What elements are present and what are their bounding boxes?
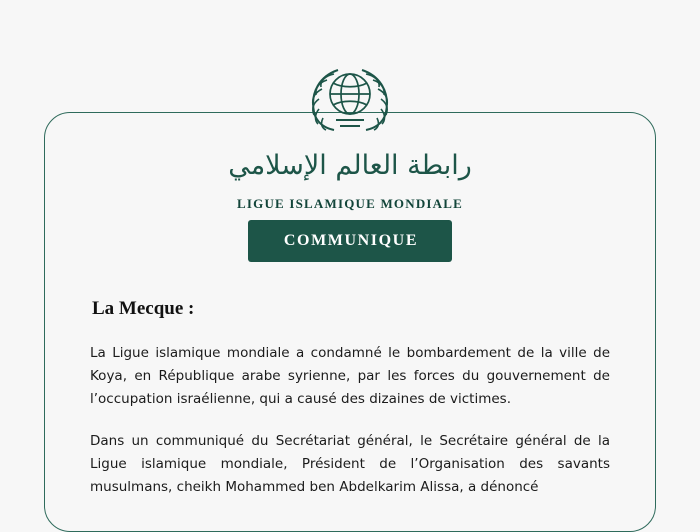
badge-container xyxy=(0,220,700,262)
body-text xyxy=(90,342,610,517)
organization-name-arabic: رابطة العالم الإسلامي xyxy=(228,150,472,181)
globe-wreath-emblem-icon xyxy=(294,58,406,136)
dateline-heading: La Mecque : xyxy=(92,298,195,319)
emblem-container xyxy=(0,58,700,141)
communique-badge: COMMUNIQUE xyxy=(248,220,452,262)
paragraph: La Ligue islamique mondiale a condamné le bombardement de la ville de Koya, en République arabe syrienne, par les forces du gouvernement de l’occupation israélienne, qui a causé des dizaines de victimes. xyxy=(90,345,610,408)
organization-name-latin: LIGUE ISLAMIQUE MONDIALE xyxy=(237,196,463,211)
paragraph: Dans un communiqué du Secrétariat général, le Secrétaire général de la Ligue islamique mondiale, Président de l’Organisation des savants musulmans, cheikh Mohammed ben Abdelkarim Alissa, a dénoncé xyxy=(90,432,610,496)
